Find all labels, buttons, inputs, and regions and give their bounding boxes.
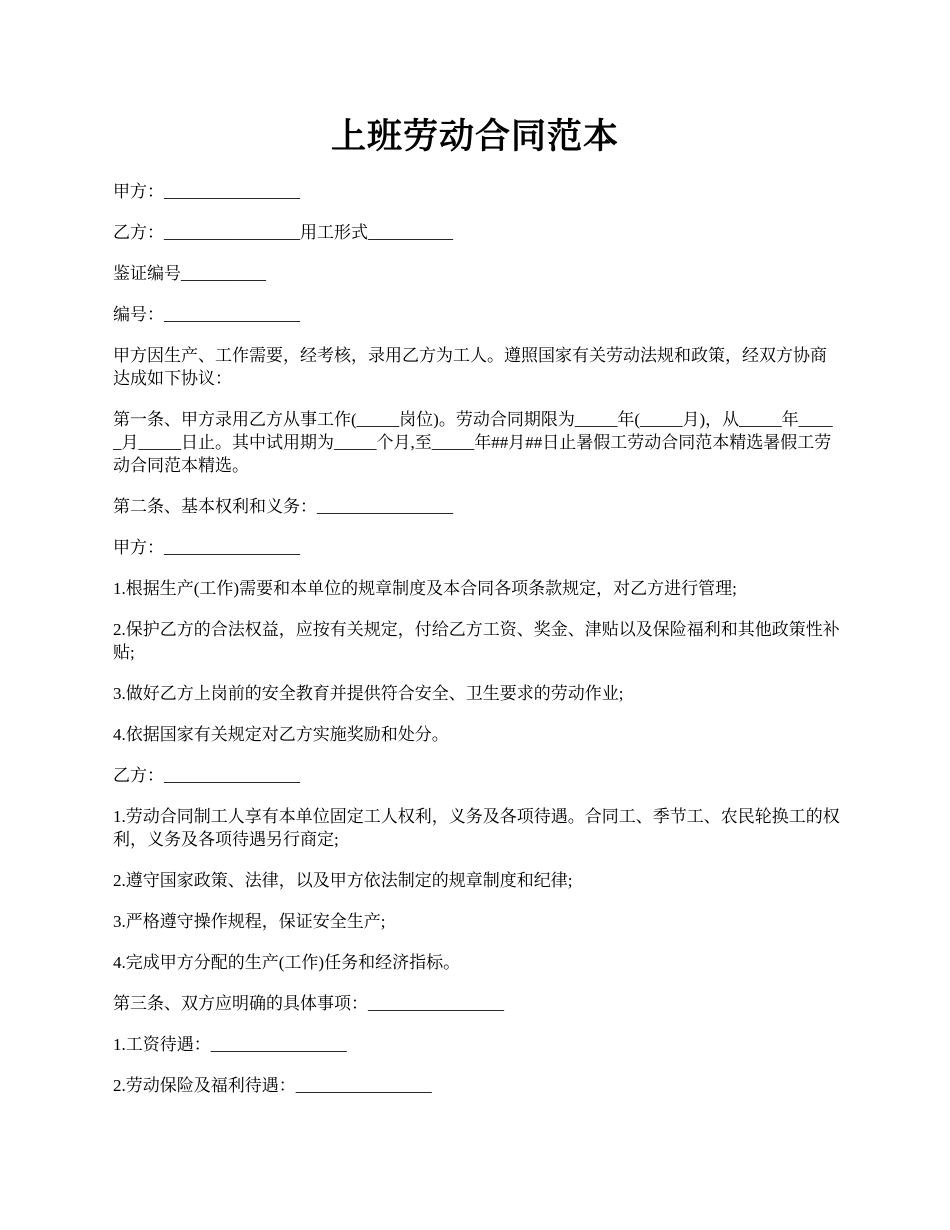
- insurance-welfare-line: 2.劳动保险及福利待遇：________________: [113, 1076, 432, 1095]
- party-a-subheading: 甲方：________________: [113, 538, 300, 557]
- article-three-heading: 第三条、双方应明确的具体事项：________________: [113, 994, 504, 1013]
- contract-number-line: 编号：________________: [113, 305, 300, 324]
- party-b-line: 乙方：________________用工形式__________: [113, 223, 453, 242]
- article-two-heading: 第二条、基本权利和义务：________________: [113, 497, 453, 516]
- party-b-clause-4: 4.完成甲方分配的生产(工作)任务和经济指标。: [113, 953, 461, 972]
- party-b-clause-3: 3.严格遵守操作规程，保证安全生产;: [113, 912, 386, 931]
- party-a-clause-3: 3.做好乙方上岗前的安全教育并提供符合安全、卫生要求的劳动作业;: [113, 684, 624, 703]
- document-body: [113, 180, 840, 1115]
- party-a-clause-2: 2.保护乙方的合法权益，应按有关规定，付给乙方工资、奖金、津贴以及保险福利和其他政策性补贴;: [113, 620, 840, 662]
- document-title: 上班劳动合同范本: [330, 117, 619, 156]
- article-one-paragraph: 第一条、甲方录用乙方从事工作(_____岗位)。劳动合同期限为_____年(_____月)，从_____年_____月_____日止。其中试用期为_____个月,至_____年##月##日止暑假工劳动合同范本精选暑假工劳动合同范本精选。: [113, 410, 833, 475]
- preamble-paragraph: 甲方因生产、工作需要，经考核，录用乙方为工人。遵照国家有关劳动法规和政策，经双方协商达成如下协议：: [113, 346, 827, 388]
- party-a-clause-1: 1.根据生产(工作)需要和本单位的规章制度及本合同各项条款规定，对乙方进行管理;: [113, 579, 737, 598]
- party-b-clause-2: 2.遵守国家政策、法律，以及甲方依法制定的规章制度和纪律;: [113, 871, 573, 890]
- party-b-subheading: 乙方：________________: [113, 766, 300, 785]
- party-a-clause-4: 4.依据国家有关规定对乙方实施奖励和处分。: [113, 725, 449, 744]
- wage-line: 1.工资待遇：________________: [113, 1035, 347, 1054]
- party-a-line: 甲方：________________: [113, 182, 300, 201]
- verification-number-line: 鉴证编号__________: [113, 264, 266, 283]
- party-b-clause-1: 1.劳动合同制工人享有本单位固定工人权利，义务及各项待遇。合同工、季节工、农民轮换工的权利，义务及各项待遇另行商定;: [113, 807, 840, 849]
